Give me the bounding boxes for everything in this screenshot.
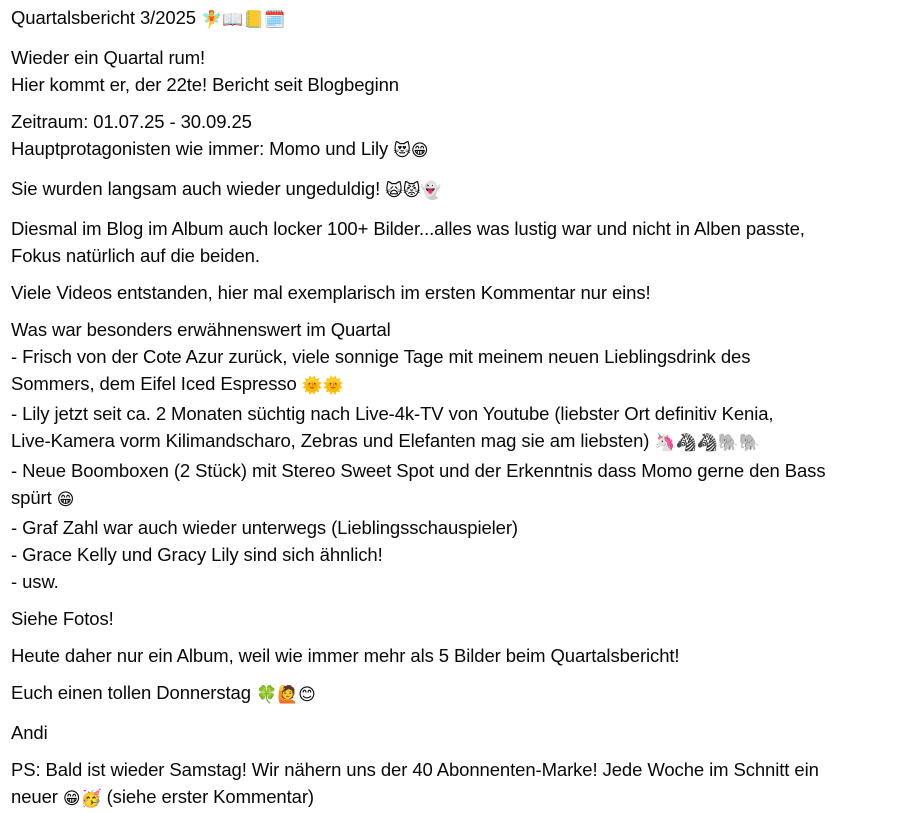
- intro-line-1: Wieder ein Quartal rum!: [11, 47, 206, 68]
- album-info-line-1: Diesmal im Blog im Album auch locker 100+ Bilder...alles was lustig war und nicht in Alben passte,: [11, 218, 805, 239]
- highlight-item-2-line-2: Live-Kamera vorm Kilimandscharo, Zebras und Elefanten mag sie am liebsten): [11, 430, 650, 451]
- ps-line-2-before: neuer: [11, 786, 58, 807]
- greeting-text: Euch einen tollen Donnerstag: [11, 682, 251, 703]
- clover-wave-smile-emoji-icons: 🍀🙋😊: [255, 685, 316, 705]
- highlight-item-5: - Grace Kelly und Gracy Lily sind sich ähnlich!: [11, 544, 383, 565]
- title-emoji-icons: 🧚📖📒🗓️: [201, 10, 286, 30]
- highlight-item-1-line-1: - Frisch von der Cote Azur zurück, viele sonnige Tage mit meinem neuen Lieblingsdrink des: [11, 346, 751, 367]
- videos-paragraph: [11, 279, 889, 306]
- see-photos-text: Siehe Fotos!: [11, 608, 114, 629]
- signature-paragraph: [11, 719, 889, 746]
- intro-paragraph: [11, 44, 889, 98]
- highlight-item-3-line-2: spürt: [11, 487, 52, 508]
- videos-text: Viele Videos entstanden, hier mal exemplarisch im ersten Kommentar nur eins!: [11, 282, 651, 303]
- ps-line-1: PS: Bald ist wieder Samstag! Wir nähern uns der 40 Abonnenten-Marke! Jede Woche im Schnitt ein: [11, 759, 819, 780]
- title-text: Quartalsbericht 3/2025: [11, 7, 196, 28]
- period-paragraph: [11, 108, 889, 165]
- period-text: Zeitraum: 01.07.25 - 30.09.25: [11, 111, 252, 132]
- post-title: [11, 4, 889, 34]
- highlight-item-2-line-1: - Lily jetzt seit ca. 2 Monaten süchtig nach Live-4k-TV von Youtube (liebster Ort definitiv Kenia,: [11, 403, 774, 424]
- highlights-heading: Was war besonders erwähnenswert im Quartal: [11, 319, 391, 340]
- party-emoji-icons: 😁🥳: [62, 789, 102, 809]
- signature-text: Andi: [11, 722, 48, 743]
- highlight-item-6: - usw.: [11, 571, 59, 592]
- cat-emoji-icons: 😻😁: [393, 141, 429, 161]
- impatient-emoji-icons: 🙀😾👻: [385, 181, 442, 201]
- impatient-text: Sie wurden langsam auch wieder ungeduldig!: [11, 178, 381, 199]
- impatient-paragraph: [11, 175, 889, 205]
- album-note-text: Heute daher nur ein Album, weil wie immer mehr als 5 Bilder beim Quartalsbericht!: [11, 645, 680, 666]
- sun-emoji-icons: 🌞🌞: [301, 376, 344, 396]
- intro-line-2: Hier kommt er, der 22te! Bericht seit Blogbeginn: [11, 74, 400, 95]
- animal-emoji-icons: 🦄🦓🦓🐘🐘: [654, 433, 760, 453]
- highlights-paragraph: [11, 316, 889, 595]
- highlight-item-4: - Graf Zahl war auch wieder unterwegs (Lieblingsschauspieler): [11, 517, 518, 538]
- highlight-item-1-line-2: Sommers, dem Eifel Iced Espresso: [11, 373, 297, 394]
- album-info-paragraph: [11, 215, 889, 269]
- ps-line-2-after: (siehe erster Kommentar): [106, 786, 314, 807]
- see-photos-paragraph: [11, 605, 889, 632]
- ps-paragraph: [11, 756, 889, 813]
- highlight-item-3-line-1: - Neue Boomboxen (2 Stück) mit Stereo Sweet Spot und der Erkenntnis dass Momo gerne den Bass: [11, 460, 826, 481]
- greeting-paragraph: [11, 679, 889, 709]
- protagonists-text: Hauptprotagonisten wie immer: Momo und Lily: [11, 138, 389, 159]
- grin-emoji-icon: 😁: [56, 490, 75, 510]
- album-info-line-2: Fokus natürlich auf die beiden.: [11, 245, 260, 266]
- album-note-paragraph: [11, 642, 889, 669]
